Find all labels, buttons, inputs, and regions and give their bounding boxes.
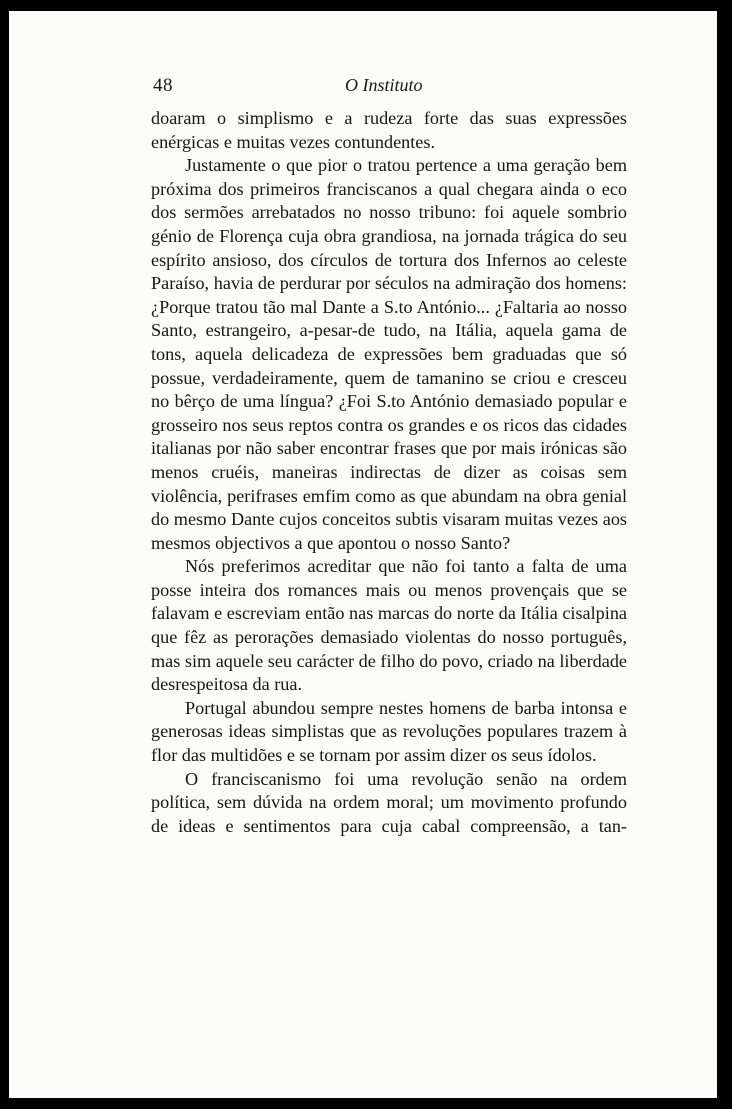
running-title: O Instituto bbox=[345, 75, 423, 95]
page-header bbox=[9, 75, 717, 99]
paragraph-4: Portugal abundou sempre nestes homens de barba intonsa e generosas ideas simplistas que as revoluções populares trazem à flor das multidões e se tornam por assim dizer os seus ídolos. bbox=[151, 697, 627, 766]
paragraph-5: O franciscanismo foi uma revolução senão na ordem política, sem dúvida na ordem moral; um movimento profundo de ideas e sentimentos para cuja cabal compreensão, a tan- bbox=[151, 768, 627, 836]
paragraph-3: Nós preferimos acreditar que não foi tanto a falta de uma posse inteira dos romances mais ou menos provençais que se falavam e escreviam então nas marcas do norte da Itália cisalpina que fêz as perorações demasiado violentas do nosso português, mas sim aquele seu carácter de filho do povo, criado na liberdade desrespeitosa da rua. bbox=[151, 556, 627, 695]
page-number: 48 bbox=[153, 75, 173, 96]
body-text bbox=[151, 107, 627, 838]
paragraph-2: Justamente o que pior o tratou pertence a uma geração bem próxima dos primeiros franciscanos a qual chegara ainda o eco dos sermões arrebatados no nosso tribuno: foi aquele sombrio génio de Florença cuja obra grandiosa, na jornada trágica do seu espírito ansioso, dos círculos de tortura dos Infernos ao celeste Paraíso, havia de perdurar por séculos na admiração dos homens: ¿Porque tratou tão mal Dante a S.to António... ¿Faltaria ao nosso Santo, estrangeiro, a-pesar-de tudo, na Itália, aquela gama de tons, aquela delicadeza de expressões bem graduadas que só possue, verdadeiramente, quem de tamanino se criou e cresceu no bêrço de uma língua? ¿Foi S.to António demasiado popular e grosseiro nos seus reptos contra os grandes e os ricos das cidades italianas por não saber encontrar frases que por mais irónicas são menos cruéis, maneiras indirectas de dizer as coisas sem violência, perifrases emfim como as que abundam na obra genial do mesmo Dante cujos conceitos subtis visaram muitas vezes aos mesmos objectivos a que apontou o nosso Santo? bbox=[151, 155, 627, 553]
book-page bbox=[9, 11, 717, 1098]
paragraph-1: doaram o simplismo e a rudeza forte das suas expressões enérgicas e muitas vezes contundentes. bbox=[151, 108, 627, 152]
